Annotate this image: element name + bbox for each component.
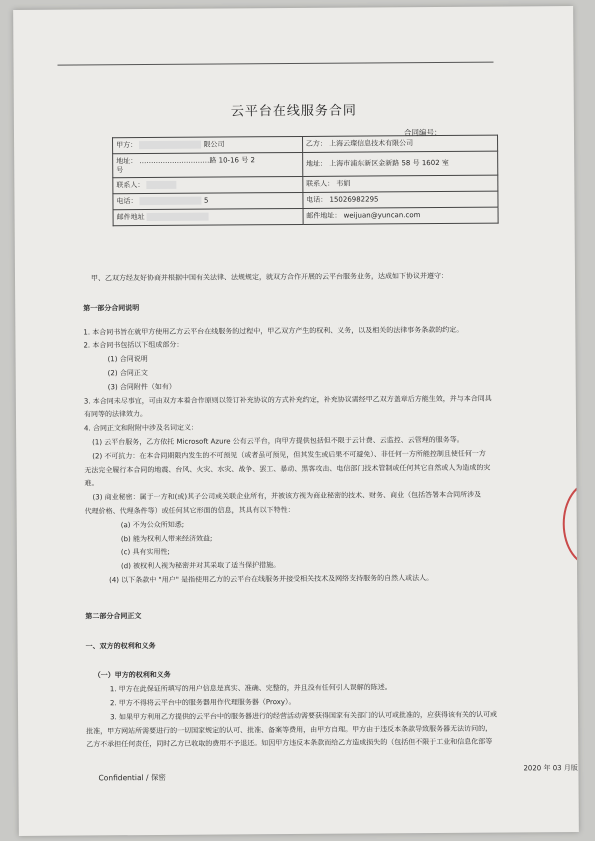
party-a-address-value: …………………………路 10-16 号 2 [139,155,255,165]
part2-item: 3. 如果甲方利用乙方提供的云平台中的服务器进行的经营活动需要获得国家有关部门的认可或批准的，应获得该有关的认可或 [110,710,497,722]
version-footer: 2020 年 03 月版 [523,764,578,773]
party-a-email-label: 邮件地址 [116,213,145,222]
redaction-block [139,141,201,149]
part2-item: 2. 甲方不得将云平台中的服务器用作代理服务器（Proxy）。 [109,697,296,708]
party-b-name-label: 乙方： [305,139,327,148]
party-a-phone-cell [113,192,303,209]
party-b-email-value: weijuan@yuncan.com [343,211,421,220]
part1-item: 代理价格、代理条件等）或任何其它形面的信息，其具有以下特性： [84,505,295,516]
part1-item: 2. 本合同书包括以下组成部分： [83,341,184,350]
party-a-phone-value: 5 [203,196,209,205]
part1-item: 4. 合同正文和附附中涉及名词定义： [84,423,198,433]
party-b-phone-label: 电话： [306,195,328,204]
part2-item: 乙方不承担任何责任，同时乙方已收取的费用不予退还。如因甲方违反本条款而给乙方造成损失的（包括但不限于工业和信息化部等 [86,737,493,749]
contract-number-label: 合同编号： [403,127,442,138]
part2-subsection-heading: （一）甲方的权利和义务 [93,671,171,680]
part1-item: (a) 不为公众所知悉; [120,520,185,529]
part2-item: 批准，甲方网站所需要进行的一切国家规定的认可、批准、备案等费用，由甲方自理。甲方由于违反本条款导致服务器无法访问的， [86,724,493,735]
redaction-block [140,197,202,205]
page-title: 云平台在线服务合同 [230,103,357,120]
part1-item: 1. 本合同书旨在就甲方使用乙方云平台在线服务的过程中，甲乙双方产生的权利、义务，以及相关的法律事务条款的约定。 [83,325,464,337]
part1-item: (3) 合同附件（如有） [107,382,176,392]
part1-item: 难。 [84,479,99,488]
party-b-name-value: 上海云璨信息技术有限公司 [329,139,414,148]
redaction-block [147,213,209,221]
part1-item: (2) 不可抗力：在本合同期限内发生的不可预见（或者虽可预见，但其发生或后果不可避免）、非任何一方所能控制且使任何一方 [92,449,486,461]
party-info-table [112,135,499,227]
part2-section-heading: 一、双方的权利和义务 [85,641,156,651]
part1-item: 有同等的法律效力。 [83,410,147,419]
part1-item: (3) 商业秘密：属于一方和(或)其子公司或关联企业所有，并被该方视为商业秘密的技术、财务、商业（包括答署本合同所涉及 [92,490,482,502]
header-rule [58,62,494,66]
part1-heading: 第一部分合同说明 [83,303,140,313]
part1-item: (c) 具有实用性; [120,548,170,557]
party-b-address-cell [302,151,497,176]
part2-item: 1. 甲方在此保证所填写的用户信息是真实、准确、完整的，并且没有任何引人误解的陈述。 [109,683,392,694]
party-b-address-label: 地址： [305,159,328,168]
party-b-email-cell [303,207,498,224]
contract-page [13,6,579,836]
part1-item: 3. 本合同未尽事宜，可由双方本着合作原则以签订补充协议的方式补充约定，补充协议需经甲乙双方盖章后方能生效，并与本合同具 [83,394,492,406]
part1-item: 无法完全履行本合同的地震、台风、火灾、水灾、战争、罢工、暴动、黑客攻击、电信部门技术管制或任何其它自然或人为造成的灾 [84,463,491,475]
part1-item: (4) 以下条款中 "用户" 是指使用乙方的云平台在线服务并接受相关技术及网络支持服务的自然人或法人。 [109,573,434,585]
part1-item: (1) 云平台服务，乙方依托 Microsoft Azure 公有云平台，向甲方提供包括但不限于云计费、云监控、云管理的服务等。 [92,435,464,447]
party-b-name-cell [302,135,497,152]
part1-item: (b) 能为权利人带来经济效益; [120,534,213,543]
party-b-contact-value: 韦娟 [336,179,351,188]
party-a-name-value: 限公司 [203,140,225,149]
contract-body [83,269,516,752]
confidential-footer: Confidential / 保密 [98,772,166,783]
party-a-email-cell [113,208,303,225]
part1-item: (2) 合同正文 [107,369,148,378]
party-a-address-value-line2: 号 [116,165,124,174]
part2-heading: 第二部分合同正文 [85,611,142,621]
party-b-phone-value: 15026982295 [329,195,379,204]
redaction-block [147,181,177,189]
part1-item: (1) 合同说明 [107,355,148,364]
party-b-contact-cell [303,175,498,192]
part1-item: (d) 被权利人视为秘密并对其采取了适当保护措施。 [120,561,281,571]
intro-paragraph: 甲、乙双方经友好协商并根据中国有关法律、法规规定，就双方合作开展的云平台服务业务，达成如下协议并遵守： [90,271,449,283]
party-b-address-value: 上海市浦东新区金新路 58 号 1602 室 [329,158,449,168]
party-a-contact-cell [113,176,303,193]
party-a-address-label: 地址： [116,156,138,165]
company-seal-stamp [562,481,578,567]
party-a-contact-label: 联系人： [116,181,145,190]
party-b-contact-label: 联系人： [306,179,335,188]
party-b-email-label: 邮件地址： [306,211,342,220]
party-a-name-cell [113,136,303,153]
party-a-address-cell [113,152,303,177]
party-a-phone-label: 电话： [116,197,138,206]
party-b-phone-cell [303,191,498,208]
party-a-name-label: 甲方： [116,141,138,150]
